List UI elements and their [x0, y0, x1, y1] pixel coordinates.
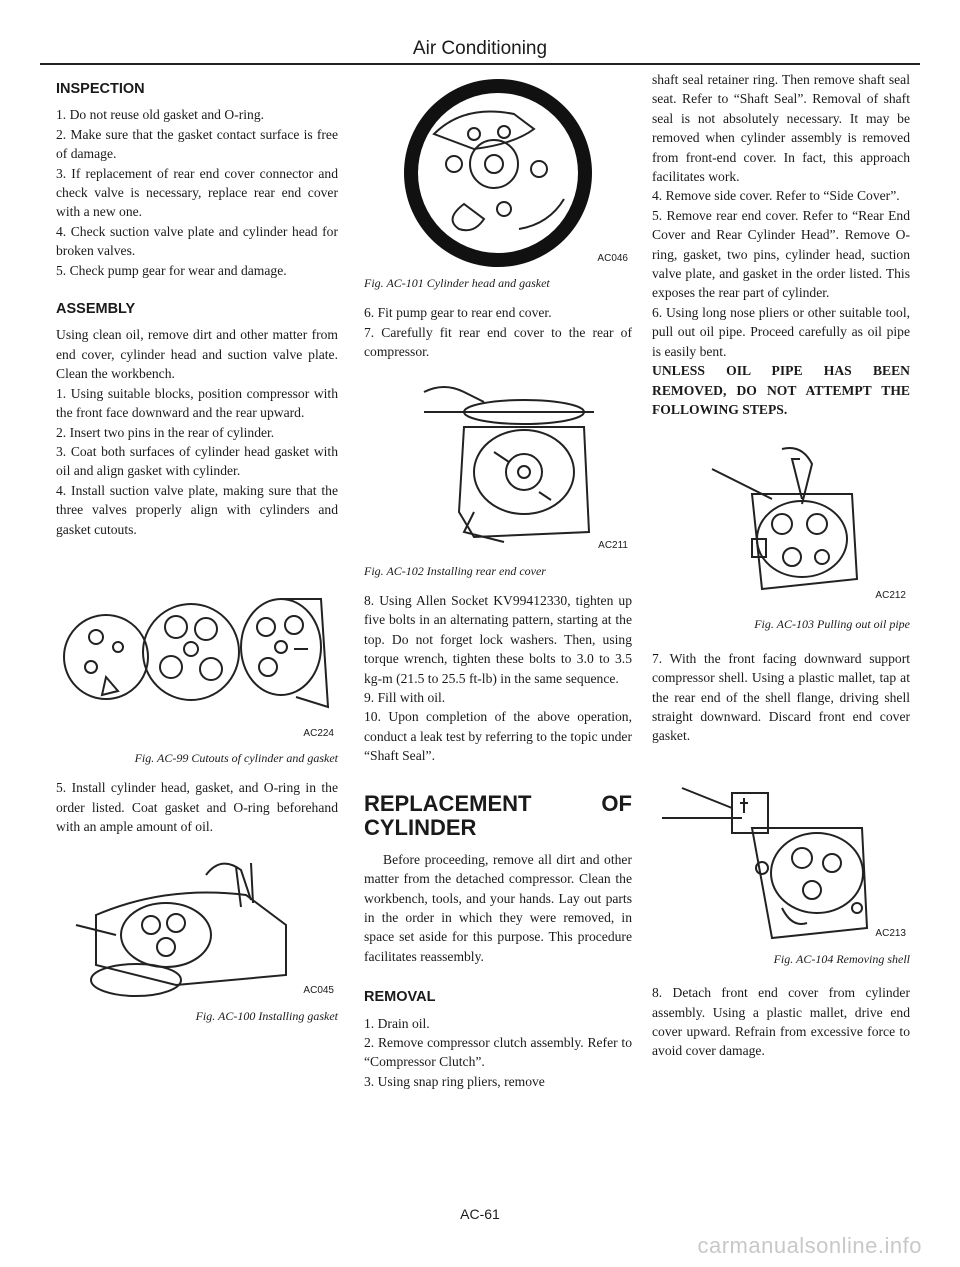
- figure-ac99: [56, 557, 338, 747]
- cutouts-illustration: [56, 557, 338, 747]
- replacement-text: Before proceeding, remove all dirt and other matter from the detached compressor. Clean the workbench, tools, and your hands. Lay out parts in the order in which they were removed, in space set aside for this purpose. This procedure facilitates reassembly.: [364, 851, 632, 964]
- assembly-intro: Using clean oil, remove dirt and other matter from end cover, cylinder head and suction valve plate. Clean the workbench.: [56, 327, 338, 382]
- figure-code: AC046: [597, 252, 628, 264]
- removal-heading: REMOVAL: [364, 989, 436, 1006]
- inspection-item: 5. Check pump gear for wear and damage.: [56, 262, 287, 278]
- figure-code: AC213: [875, 928, 906, 940]
- figure-caption: Fig. AC-101 Cylinder head and gasket: [364, 276, 550, 290]
- removal-item: 1. Drain oil.: [364, 1015, 430, 1031]
- column-middle: [364, 70, 632, 1091]
- page-title: Air Conditioning: [412, 38, 548, 59]
- warning-text: UNLESS OIL PIPE HAS BEEN REMOVED, DO NOT ATTEMPT THE FOLLOWING STEPS.: [652, 363, 910, 417]
- figure-ac101: [364, 74, 632, 272]
- figure-ac104: [652, 768, 910, 948]
- rear-end-cover-illustration: [364, 372, 632, 560]
- figure-code: AC045: [303, 985, 334, 997]
- figure-caption: Fig. AC-104 Removing shell: [773, 951, 910, 966]
- installing-gasket-illustration: [56, 845, 338, 1005]
- assembly-heading: ASSEMBLY: [56, 301, 136, 318]
- col2-item: 9. Fill with oil.: [364, 690, 446, 706]
- figure-caption: Fig. AC-100 Installing gasket: [195, 1008, 338, 1023]
- removal-item: 3. Using snap ring pliers, remove: [364, 1073, 545, 1089]
- figure-ac103: [652, 439, 910, 609]
- figure-caption: Fig. AC-103 Pulling out oil pipe: [754, 617, 910, 632]
- col3-item: 8. Detach front end cover from cylinder assembly. Using a plastic mallet, drive end cover upward. Refrain from excessive force to avoid cover damage.: [652, 985, 910, 1059]
- inspection-heading: INSPECTION: [56, 81, 145, 97]
- page-number: AC-61: [460, 1206, 500, 1222]
- figure-code: AC212: [875, 589, 906, 601]
- replacement-heading: REPLACEMENT OF CYLINDER: [364, 790, 632, 840]
- inspection-item: 3. If replacement of rear end cover connector and check valve is necessary, replace rear end cover with a new one.: [56, 165, 338, 220]
- col2-item: 10. Upon completion of the above operation, conduct a leak test by referring to the topic under “Shaft Seal”.: [364, 709, 632, 764]
- col2-item: 7. Carefully fit rear end cover to the rear of compressor.: [364, 324, 632, 360]
- col3-item: 7. With the front facing downward support compressor shell. Using a plastic mallet, tap at the rear end of the shell flange, driving shell straight downward. Discard front end cover gasket.: [652, 650, 910, 744]
- page-header: [40, 38, 920, 65]
- col2-item: 8. Using Allen Socket KV99412330, tighten up five bolts in an alternating pattern, starting at the top. Do not forget lock washers. Then, using torque wrench, tighten these bolts to 3.0 to 3.5 kg-m (21.5 to 25.5 ft-lb) in the same sequence.: [364, 593, 632, 686]
- figure-caption: Fig. AC-99 Cutouts of cylinder and gasket: [134, 750, 338, 765]
- col2-item: 6. Fit pump gear to rear end cover.: [364, 305, 552, 321]
- figure-ac100: [56, 845, 338, 1005]
- assembly-item: 3. Coat both surfaces of cylinder head gasket with oil and align gasket with cylinder.: [56, 443, 338, 479]
- assembly-item: 1. Using suitable blocks, position compressor with the front face downward and the rear upward.: [56, 385, 338, 421]
- col3-continued: shaft seal retainer ring. Then remove shaft seal seat. Refer to “Shaft Seal”. Removal of shaft seal is not absolutely necessary. It may be removed when cylinder assembly is removed from front-end cover. In fact, this approach facilitates work.: [652, 72, 910, 185]
- column-left: [56, 70, 338, 1036]
- removal-item: 2. Remove compressor clutch assembly. Refer to “Compressor Clutch”.: [364, 1034, 632, 1070]
- col3-item: 5. Remove rear end cover. Refer to “Rear End Cover and Rear Cylinder Head”. Remove O-ring, gasket, two pins, cylinder head, suction valve plate, and gasket in the order listed. This exposes the rear part of cylinder.: [652, 207, 910, 301]
- col3-item: 6. Using long nose pliers or other suitable tool, pull out oil pipe. Proceed carefully as oil pipe is easily bent.: [652, 304, 910, 359]
- figure-code: AC211: [598, 540, 628, 552]
- inspection-item: 1. Do not reuse old gasket and O-ring.: [56, 107, 265, 123]
- inspection-item: 2. Make sure that the gasket contact surface is free of damage.: [56, 126, 338, 162]
- figure-caption: Fig. AC-102 Installing rear end cover: [364, 563, 546, 578]
- col3-item: 4. Remove side cover. Refer to “Side Cover”.: [652, 188, 900, 204]
- inspection-item: 4. Check suction valve plate and cylinder head for broken valves.: [56, 223, 338, 259]
- removing-shell-illustration: [652, 768, 910, 948]
- figure-ac102: [364, 372, 632, 560]
- column-right: [652, 70, 910, 1061]
- assembly-item: 2. Insert two pins in the rear of cylinder.: [56, 424, 275, 440]
- oil-pipe-illustration: [652, 439, 910, 609]
- assembly-item: 4. Install suction valve plate, making sure that the three valves properly align with cylinders and gasket cutouts.: [56, 482, 338, 537]
- assembly-item: 5. Install cylinder head, gasket, and O-ring in the order listed. Coat gasket and O-ring beforehand with an ample amount of oil.: [56, 780, 338, 835]
- figure-code: AC224: [303, 727, 334, 739]
- watermark: carmanualsonline.info: [697, 1233, 922, 1258]
- cylinder-head-illustration: [364, 74, 632, 272]
